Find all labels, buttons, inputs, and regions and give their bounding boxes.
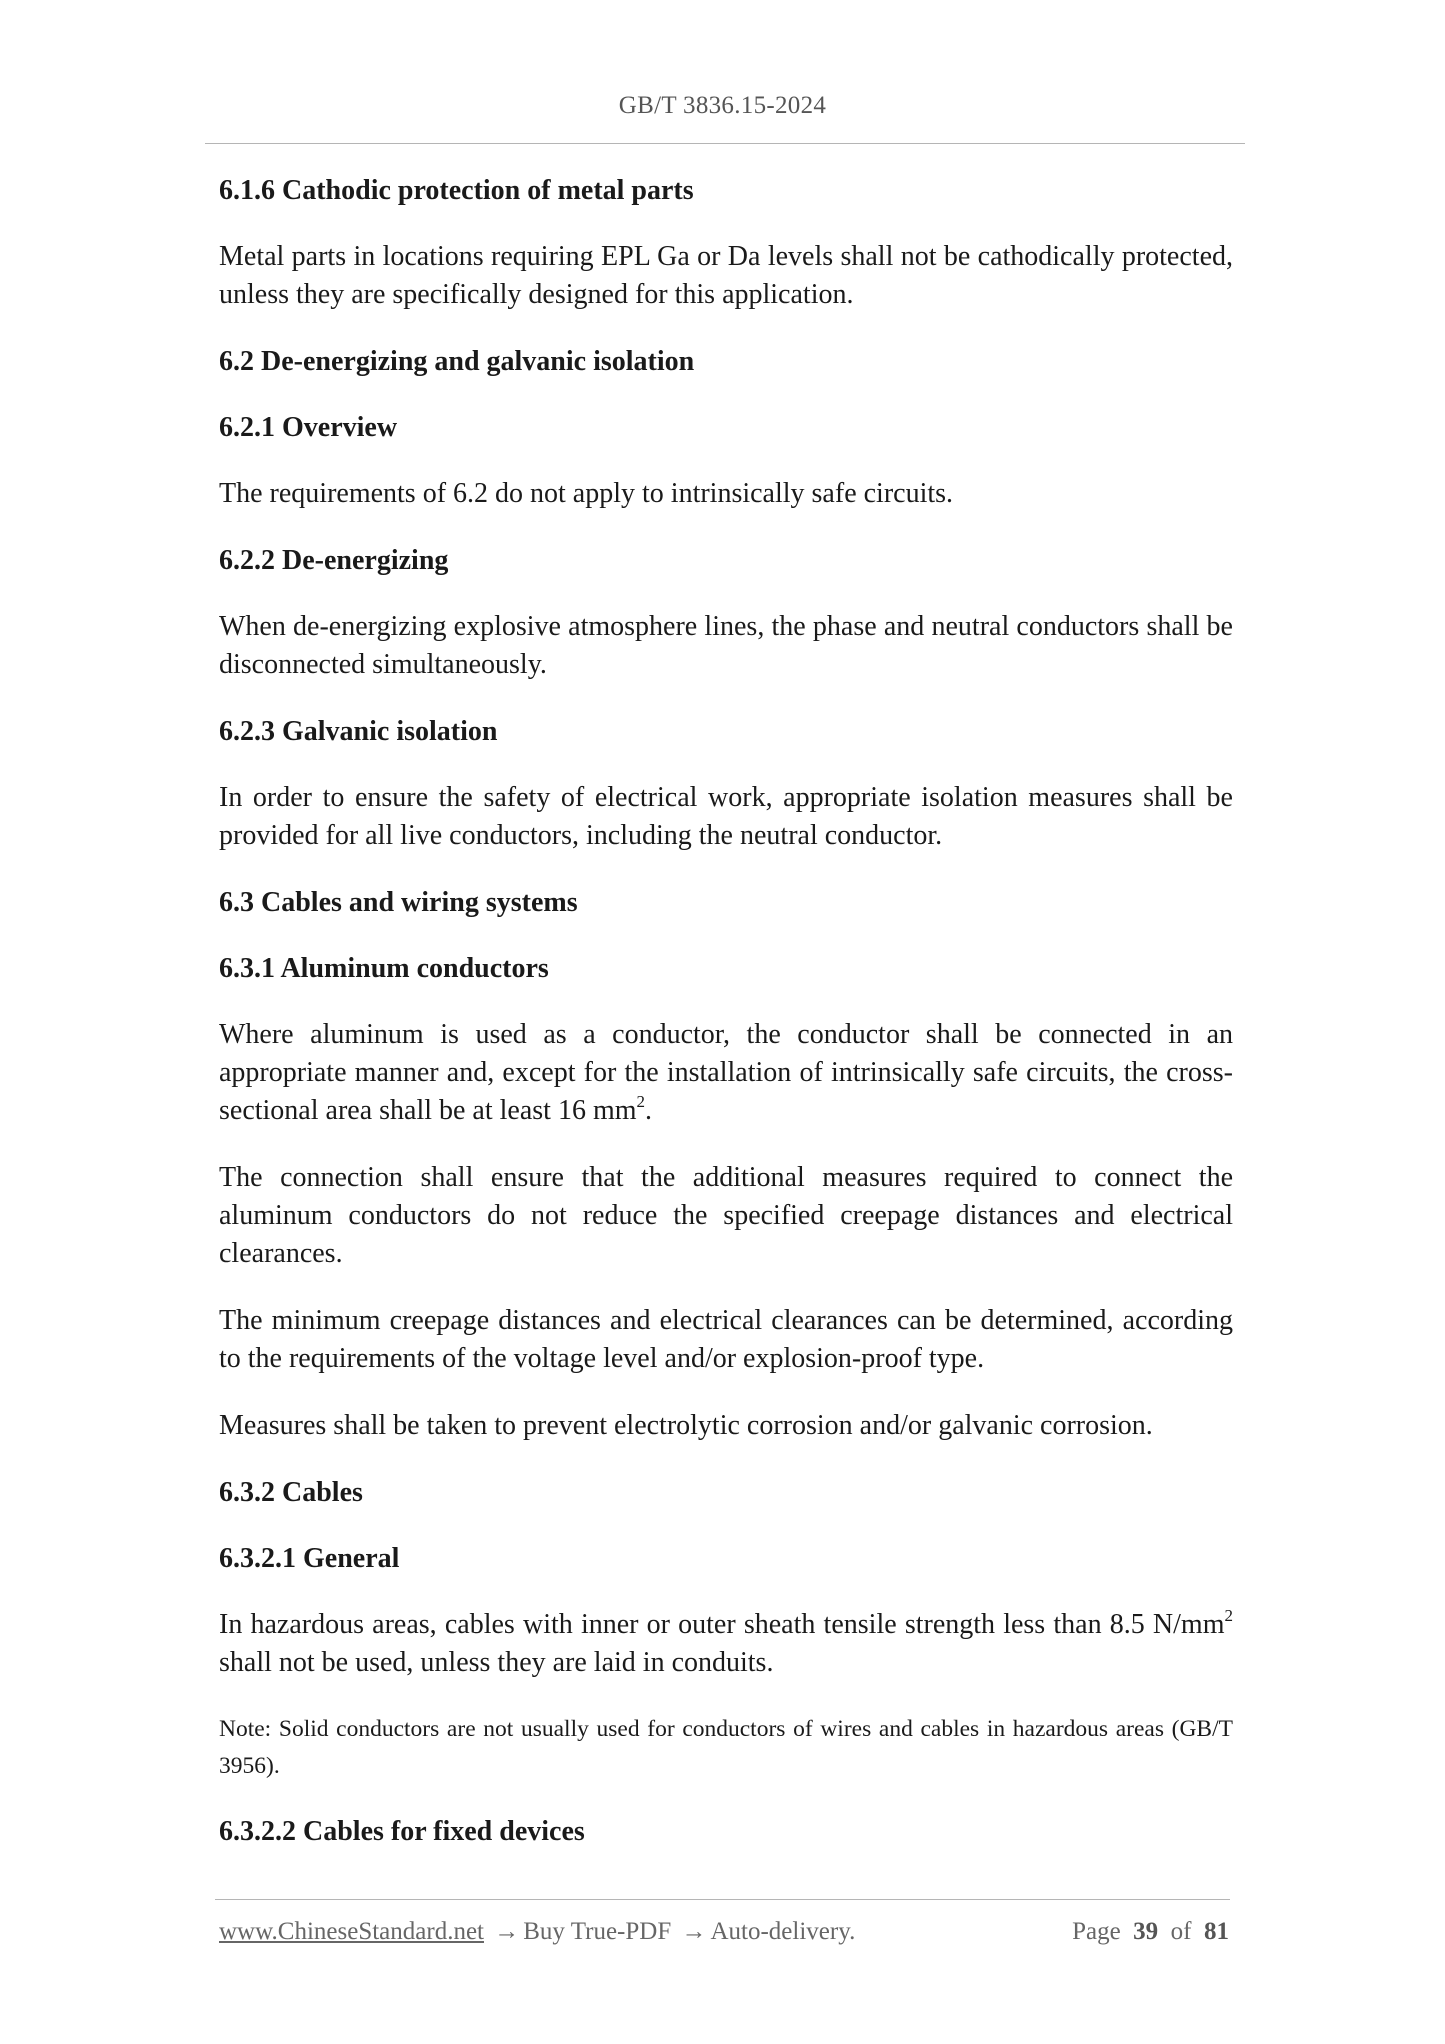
- paragraph-text-end: shall not be used, unless they are laid in conduits.: [219, 1647, 774, 1678]
- paragraph-text: In hazardous areas, cables with inner or outer sheath tensile strength less than 8.5 N/mm: [219, 1609, 1225, 1640]
- superscript: 2: [636, 1091, 646, 1111]
- paragraph: Measures shall be taken to prevent electrolytic corrosion and/or galvanic corrosion.: [219, 1410, 1153, 1441]
- buy-pdf-text: Buy True-PDF: [523, 1918, 672, 1945]
- page-content: [219, 172, 1233, 1879]
- section-heading-6-3-2-2: 6.3.2.2 Cables for fixed devices: [219, 1816, 585, 1847]
- paragraph: The minimum creepage distances and electrical clearances can be determined, according to the requirements of the voltage level and/or explosion-proof type.: [219, 1305, 1233, 1374]
- note-paragraph: Note: Solid conductors are not usually used for conductors of wires and cables in hazardous areas (GB/T 3956).: [219, 1716, 1233, 1779]
- section-heading-6-2-3: 6.2.3 Galvanic isolation: [219, 716, 498, 747]
- superscript: 2: [1224, 1605, 1233, 1625]
- website-link[interactable]: www.ChineseStandard.net: [219, 1918, 484, 1945]
- right-arrow-icon: →: [494, 1918, 520, 1945]
- paragraph: When de-energizing explosive atmosphere lines, the phase and neutral conductors shall be disconnected simultaneously.: [219, 611, 1233, 680]
- paragraph: The requirements of 6.2 do not apply to intrinsically safe circuits.: [219, 478, 954, 509]
- paragraph-text-end: .: [645, 1095, 653, 1126]
- right-arrow-icon: →: [681, 1918, 707, 1945]
- section-heading-6-2: 6.2 De-energizing and galvanic isolation: [219, 346, 695, 377]
- paragraph-text: Where aluminum is used as a conductor, the conductor shall be connected in an appropriate manner and, except for the installation of intrinsically safe circuits, the cross-sectional area shall be at least 16 mm: [219, 1019, 1233, 1126]
- section-heading-6-3-2: 6.3.2 Cables: [219, 1477, 363, 1508]
- document-header-title: GB/T 3836.15-2024: [618, 92, 827, 119]
- auto-delivery-text: Auto-delivery.: [710, 1918, 856, 1945]
- current-page: 39: [1133, 1918, 1159, 1945]
- page-number: [1072, 1918, 1229, 1946]
- section-heading-6-2-2: 6.2.2 De-energizing: [219, 545, 449, 576]
- of-label: of: [1170, 1918, 1192, 1945]
- total-pages: 81: [1204, 1918, 1229, 1945]
- section-heading-6-3-1: 6.3.1 Aluminum conductors: [219, 953, 549, 984]
- paragraph: The connection shall ensure that the additional measures required to connect the aluminum conductors do not reduce the specified creepage distances and electrical clearances.: [219, 1162, 1233, 1269]
- header-divider: [205, 143, 1245, 144]
- section-heading-6-3-2-1: 6.3.2.1 General: [219, 1543, 400, 1574]
- paragraph: In order to ensure the safety of electrical work, appropriate isolation measures shall be provided for all live conductors, including the neutral conductor.: [219, 782, 1233, 851]
- paragraph: [219, 1016, 1233, 1130]
- paragraph: Metal parts in locations requiring EPL Ga or Da levels shall not be cathodically protected, unless they are specifically designed for this application.: [219, 241, 1233, 310]
- footer-promo: [219, 1918, 855, 1946]
- paragraph: [219, 1606, 1233, 1682]
- section-heading-6-1-6: 6.1.6 Cathodic protection of metal parts: [219, 175, 694, 206]
- page-label: Page: [1072, 1918, 1121, 1945]
- section-heading-6-3: 6.3 Cables and wiring systems: [219, 887, 578, 918]
- section-heading-6-2-1: 6.2.1 Overview: [219, 412, 398, 443]
- footer-divider: [215, 1899, 1230, 1900]
